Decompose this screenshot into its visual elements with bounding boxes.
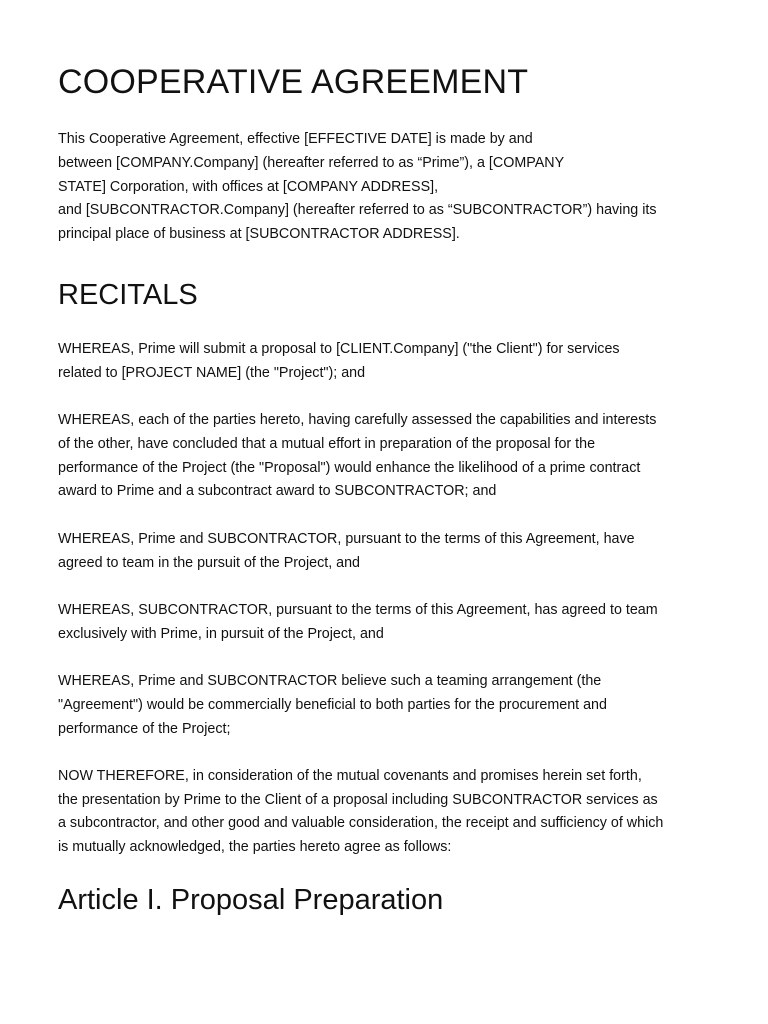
recital-paragraph <box>58 670 718 741</box>
article-heading: Article I. Proposal Preparation <box>58 884 444 917</box>
recital-line: related to [PROJECT NAME] (the "Project"); and <box>58 364 366 381</box>
recital-paragraph <box>58 409 718 504</box>
recital-line: WHEREAS, Prime and SUBCONTRACTOR believe such a teaming arrangement (the <box>58 672 602 689</box>
recital-line: is mutually acknowledged, the parties hereto agree as follows: <box>58 839 452 856</box>
recital-line: WHEREAS, Prime and SUBCONTRACTOR, pursuant to the terms of this Agreement, have <box>58 530 635 547</box>
intro-line: between [COMPANY.Company] (hereafter referred to as “Prime”), a [COMPANY <box>58 154 565 171</box>
recital-line: the presentation by Prime to the Client of a proposal including SUBCONTRACTOR services as <box>58 791 658 808</box>
intro-paragraph <box>58 128 718 247</box>
recital-line: of the other, have concluded that a mutual effort in preparation of the proposal for the <box>58 435 596 452</box>
recital-line: WHEREAS, each of the parties hereto, having carefully assessed the capabilities and interests <box>58 412 657 429</box>
document-title: COOPERATIVE AGREEMENT <box>58 63 529 101</box>
intro-line: and [SUBCONTRACTOR.Company] (hereafter referred to as “SUBCONTRACTOR”) having its <box>58 202 657 219</box>
recital-line: "Agreement") would be commercially beneficial to both parties for the procurement and <box>58 696 607 713</box>
recital-line: WHEREAS, SUBCONTRACTOR, pursuant to the terms of this Agreement, has agreed to team <box>58 601 658 618</box>
recital-paragraph <box>58 338 718 386</box>
now-therefore-paragraph <box>58 765 718 860</box>
recital-line: a subcontractor, and other good and valuable consideration, the receipt and sufficiency of which <box>58 815 664 832</box>
recital-line: exclusively with Prime, in pursuit of the Project, and <box>58 625 384 642</box>
document-page <box>58 62 718 918</box>
recital-paragraph <box>58 528 718 576</box>
intro-line: principal place of business at [SUBCONTRACTOR ADDRESS]. <box>58 226 460 243</box>
recital-paragraph <box>58 599 718 647</box>
intro-line: STATE] Corporation, with offices at [COMPANY ADDRESS], <box>58 178 439 195</box>
recital-line: award to Prime and a subcontract award to SUBCONTRACTOR; and <box>58 483 497 500</box>
recital-line: NOW THEREFORE, in consideration of the mutual covenants and promises herein set forth, <box>58 767 642 784</box>
intro-line: This Cooperative Agreement, effective [EFFECTIVE DATE] is made by and <box>58 131 533 147</box>
recitals-heading: RECITALS <box>58 278 198 311</box>
recital-line: performance of the Project; <box>58 720 231 737</box>
recital-line: performance of the Project (the "Proposal") would enhance the likelihood of a prime contract <box>58 459 641 476</box>
recital-line: agreed to team in the pursuit of the Project, and <box>58 554 361 571</box>
recital-line: WHEREAS, Prime will submit a proposal to [CLIENT.Company] ("the Client") for services <box>58 340 620 357</box>
